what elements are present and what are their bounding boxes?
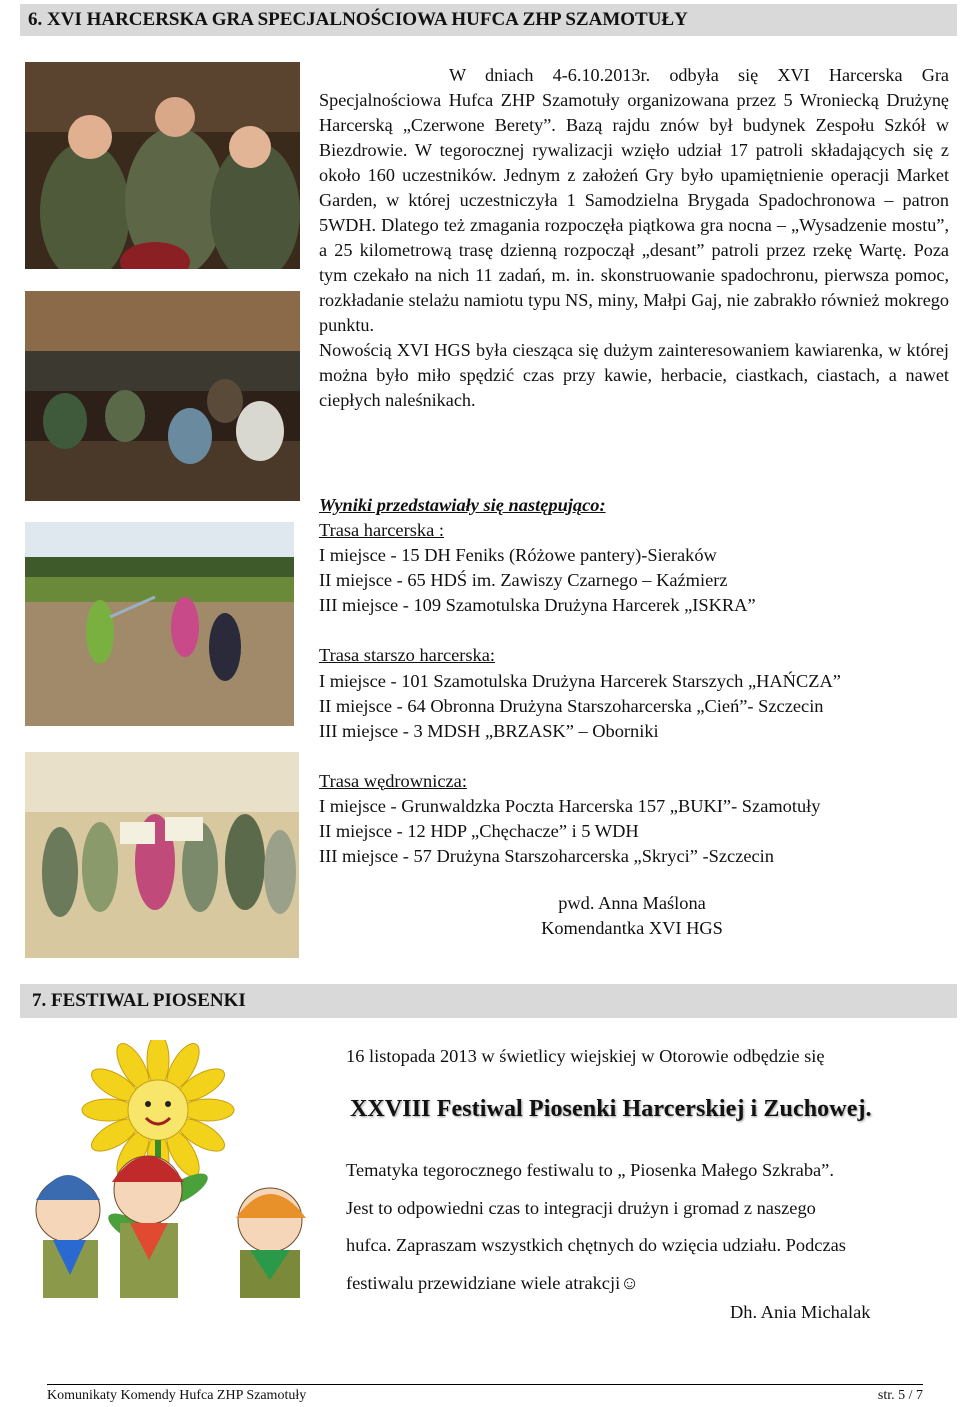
scouts-sunflower-illustration bbox=[8, 1040, 330, 1298]
page-number: str. 5 / 7 bbox=[877, 1388, 923, 1403]
route-place: III miejsce - 109 Szamotulska Drużyna Harcerek „ISKRA” bbox=[319, 595, 756, 616]
festival-line: Tematyka tegorocznego festiwalu to „ Piosenka Małego Szkraba”. bbox=[346, 1160, 834, 1180]
festival-line: Jest to odpowiedni czas to integracji drużyn i gromad z naszego bbox=[346, 1197, 816, 1218]
festival-line: festiwalu przewidziane wiele atrakcji☺ bbox=[346, 1272, 639, 1293]
hgs-signature bbox=[482, 891, 782, 941]
photo-hall-meeting bbox=[25, 291, 300, 501]
hgs-report-paragraph-2: Nowością XVI HGS była ciesząca się dużym zainteresowaniem kawiarenka, w której można było miło spędzić czas przy kawie, herbacie, ciastkach, ciastach, a nawet ciepłych naleśnikach. bbox=[319, 340, 949, 410]
route-place: I miejsce - Grunwaldzka Poczta Harcerska 157 „BUKI”- Szamotuły bbox=[319, 795, 821, 816]
route-place: I miejsce - 101 Szamotulska Drużyna Harcerek Starszych „HAŃCZA” bbox=[319, 670, 841, 691]
page-footer bbox=[47, 1384, 923, 1404]
section-7-title: 7. FESTIWAL PIOSENKI bbox=[32, 990, 246, 1011]
festival-line: hufca. Zapraszam wszystkich chętnych do wzięcia udziału. Podczas bbox=[346, 1235, 846, 1255]
route-name: Trasa starszo harcerska: bbox=[319, 645, 496, 666]
section-6-header bbox=[20, 4, 957, 36]
route-place: II miejsce - 65 HDŚ im. Zawiszy Czarnego – Kaźmierz bbox=[319, 570, 728, 591]
signature-role: Komendantka XVI HGS bbox=[541, 918, 723, 938]
photo-scouts-group bbox=[25, 62, 300, 269]
festival-title: XXVIII Festiwal Piosenki Harcerskiej i Zuchowej. bbox=[350, 1096, 872, 1122]
hgs-results bbox=[319, 493, 949, 869]
route-place: I miejsce - 15 DH Feniks (Różowe pantery)-Sieraków bbox=[319, 545, 717, 566]
route-place: II miejsce - 64 Obronna Drużyna Starszoharcerska „Cień”- Szczecin bbox=[319, 695, 824, 716]
photo-field-task bbox=[25, 522, 294, 726]
route-place: III miejsce - 3 MDSH „BRZASK” – Oborniki bbox=[319, 720, 659, 741]
route-name: Trasa harcerska : bbox=[319, 520, 444, 541]
festival-signature: Dh. Ania Michalak bbox=[730, 1302, 871, 1322]
section-6-title: 6. XVI HARCERSKA GRA SPECJALNOŚCIOWA HUFCA ZHP SZAMOTUŁY bbox=[28, 9, 688, 30]
hgs-report-text bbox=[319, 63, 949, 413]
route-place: II miejsce - 12 HDP „Chęchacze” i 5 WDH bbox=[319, 821, 639, 842]
festival-description bbox=[346, 1152, 946, 1302]
hgs-report-paragraph-1: W dniach 4-6.10.2013r. odbyła się XVI Harcerska Gra Specjalnościowa Hufca ZHP Szamotuły organizowana przez 5 Wroniecką Drużynę Harcerską „Czerwone Berety”. Bazą rajdu znów był budynek Zespołu Szkół w Biezdrowie. W tegorocznej rywalizacji wzięło udział 17 patroli składających się z około 160 uczestników. Jednym z założeń Gry było upamiętnienie operacji Market Garden, w której uczestniczyła 1 Samodzielna Brygada Spadochronowa – patron 5WDH. Dlatego też zmagania rozpoczęła piątkowa gra nocna – „Wysadzenie mostu”, a 25 kilometrową trasę dzienną rozpoczął „desant” patroli przez rzekę Wartę. Poza tym czekało na nich 11 zadań, m. in. skonstruowanie spadochronu, pierwsza pomoc, rozkładanie stelażu namiotu typu NS, miny, Małpi Gaj, nie zabrakło również mokrego punktu. bbox=[319, 65, 949, 335]
footer-title: Komunikaty Komendy Hufca ZHP Szamotuły bbox=[47, 1388, 307, 1403]
festival-announcement: 16 listopada 2013 w świetlicy wiejskiej w Otorowie odbędzie się bbox=[346, 1046, 825, 1066]
route-place: III miejsce - 57 Drużyna Starszoharcerska „Skryci” -Szczecin bbox=[319, 846, 774, 867]
results-heading: Wyniki przedstawiały się następująco: bbox=[319, 495, 606, 515]
route-name: Trasa wędrownicza: bbox=[319, 770, 467, 791]
signature-name: pwd. Anna Maślona bbox=[558, 893, 706, 913]
section-7-header bbox=[20, 984, 957, 1018]
photo-award-winners bbox=[25, 752, 299, 958]
